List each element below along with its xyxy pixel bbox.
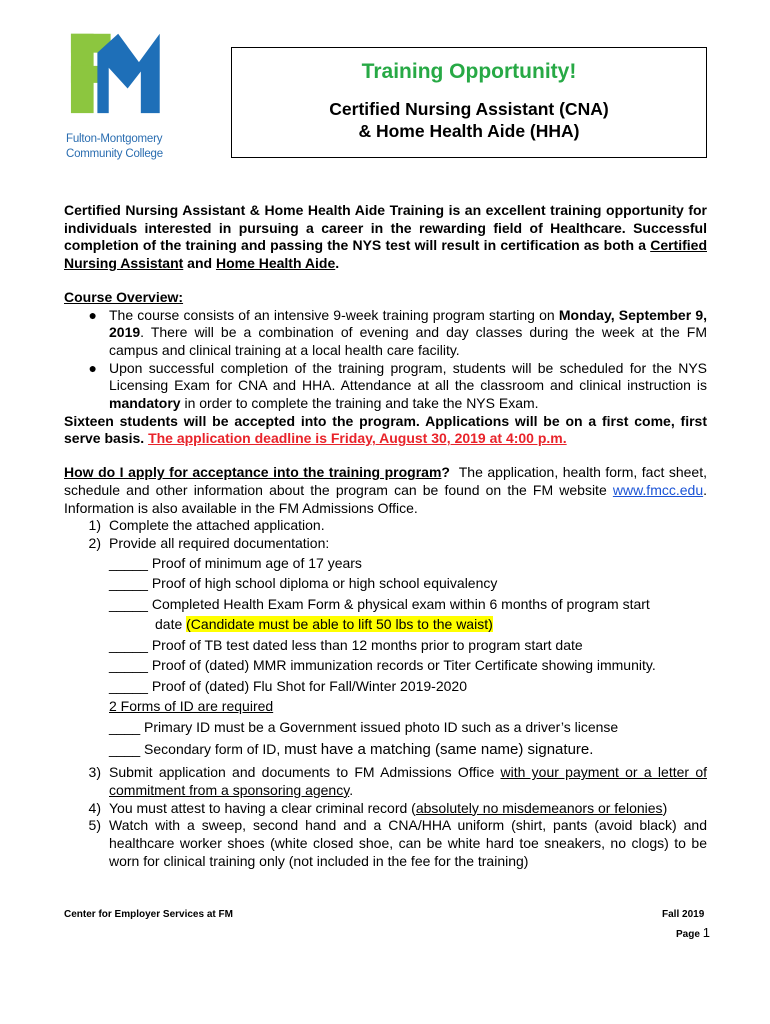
footer-right: Fall 2019 (662, 909, 705, 920)
logo-caption-line1: Fulton-Montgomery (66, 133, 163, 145)
step-text: Submit application and documents to FM Admissions Office (109, 764, 501, 781)
doc-text: Proof of TB test dated less than 12 months prior to program start date (147, 636, 583, 653)
bullet1-text-b: . There will be a combination of evening and day classes during the week at the FM campus and clinical training at a local health care facility. (109, 324, 707, 358)
doc-text: date (155, 616, 187, 633)
bullet1-start-date: Monday, September 9, 2019 (109, 306, 707, 341)
bullet-marker: ● (88, 306, 97, 323)
payment-requirement: with your payment or a letter of commitment from a sponsoring agency (109, 764, 707, 798)
doc-text: Proof of (dated) Flu Shot for Fall/Winter 2019-2020 (147, 677, 467, 694)
bullet2-text-a: Upon successful completion of the training program, students will be scheduled for the NYS Licensing Exam for CNA and HHA. Attendance at all the classroom and clinical instruction is (109, 359, 707, 394)
step-number: 4) (88, 799, 101, 816)
step-number: 1) (88, 517, 101, 534)
intro-cert-cna: Certified Nursing Assistant (64, 237, 707, 272)
checklist-blank: ____ (109, 741, 141, 758)
doc-text: Completed Health Exam Form & physical exam within 6 months of program start (147, 595, 650, 612)
step-3 (64, 764, 707, 799)
application-deadline: The application deadline is Friday, August 30, 2019 at 4:00 p.m. (148, 430, 567, 447)
apply-paragraph (64, 464, 711, 517)
step-2 (64, 535, 707, 553)
doc-text: Secondary form of ID, (140, 741, 285, 758)
subtitle-line1: Certified Nursing Assistant (CNA) (329, 99, 609, 119)
step-5 (64, 817, 707, 870)
step-number: 5) (88, 817, 101, 834)
intro-paragraph (64, 202, 707, 273)
step-text: Watch with a sweep, second hand and a CNA/HHA uniform (shirt, pants (avoid black) and healthcare worker shoes (white closed shoe, can be white hard toe sneakers, no clogs) to be worn for clinical training only (not included in the fee for the training) (109, 817, 707, 869)
subtitle-line2: & Home Health Aide (HHA) (358, 121, 580, 141)
step-text: Provide all required documentation: (109, 534, 330, 551)
page-title: Training Opportunity! (361, 60, 577, 83)
step-4 (64, 800, 707, 818)
bullet2-mandatory: mandatory (109, 395, 181, 412)
doc-item-flu-shot (109, 676, 707, 697)
checklist-blank: _____ (109, 554, 148, 571)
checklist-blank: _____ (109, 677, 148, 694)
website-link[interactable]: www.fmcc.edu (612, 481, 704, 498)
page-subtitle (232, 98, 706, 142)
bullet2-text-b: in order to complete the training and take the NYS Exam. (180, 395, 539, 412)
intro-end: . (335, 255, 340, 272)
bullet-marker: ● (88, 359, 97, 376)
intro-cert-hha: Home Health Aide (215, 255, 336, 272)
checklist-blank: _____ (109, 575, 148, 592)
doc-item-health-exam (109, 594, 707, 615)
id-item-secondary (109, 737, 707, 762)
footer-left: Center for Employer Services at FM (64, 909, 233, 920)
documentation-checklist (64, 553, 707, 763)
bullet1-text-a: The course consists of an intensive 9-week training program starting on (109, 306, 559, 323)
intro-text: Certified Nursing Assistant & Home Health Aide Training is an excellent training opportunity for individuals interested in pursuing a career in the rewarding field of Healthcare. Successful completion of the training and passing the NYS test will result in certification as both a (64, 202, 707, 254)
seats-text: Sixteen students will be accepted into the program. Applications will be on a first come, first serve basis. (64, 412, 707, 447)
title-box (231, 47, 707, 158)
checklist-blank: ____ (109, 718, 141, 735)
overview-bullet-2 (64, 360, 707, 413)
doc-item-tb-test (109, 635, 707, 656)
step-text: You must attest to having a clear criminal record ( (109, 799, 416, 816)
overview-heading: Course Overview: (64, 288, 184, 305)
doc-item-health-exam-cont (109, 614, 707, 635)
logo-caption (66, 132, 186, 162)
apply-text-2: . Information is also available in the FM Admissions Office. (64, 481, 707, 516)
doc-item-mmr (109, 655, 707, 676)
page-number (676, 925, 710, 940)
seats-paragraph (64, 413, 707, 448)
step-text-end: . (349, 781, 354, 798)
checklist-blank: _____ (109, 657, 148, 674)
page-label: Page (676, 929, 703, 940)
step-1 (64, 517, 707, 535)
step-text-end: ) (662, 799, 668, 816)
doc-text-signature: must have a matching (same name) signature. (284, 741, 594, 759)
document-body (64, 202, 711, 870)
fmcc-logo (66, 30, 176, 115)
doc-text: Primary ID must be a Government issued photo ID such as a driver’s license (140, 718, 619, 735)
logo-m (97, 34, 159, 113)
id-heading: 2 Forms of ID are required (109, 698, 274, 715)
step-number: 3) (88, 764, 101, 781)
doc-item-age (109, 553, 707, 574)
step-number: 2) (88, 534, 101, 551)
doc-item-diploma (109, 573, 707, 594)
doc-text: Proof of minimum age of 17 years (147, 554, 362, 571)
apply-question-mark: ? (441, 464, 450, 481)
step-text: Complete the attached application. (109, 517, 325, 534)
lift-requirement-note: (Candidate must be able to lift 50 lbs to the waist) (186, 616, 493, 633)
criminal-record-note: absolutely no misdemeanors or felonies (415, 799, 663, 816)
checklist-blank: _____ (109, 595, 148, 612)
page-num: 1 (702, 925, 710, 940)
logo-caption-line2: Community College (66, 148, 163, 160)
apply-heading: How do I apply for acceptance into the training program (64, 464, 442, 481)
doc-text: Proof of (dated) MMR immunization records or Titer Certificate showing immunity. (147, 657, 656, 674)
id-item-primary (109, 717, 707, 738)
overview-bullet-1 (64, 307, 707, 360)
intro-and: and (183, 255, 216, 272)
apply-text-1: The application, health form, fact sheet, schedule and other information about the program can be found on the FM website (64, 464, 711, 498)
checklist-blank: _____ (109, 636, 148, 653)
doc-text: Proof of high school diploma or high school equivalency (147, 575, 498, 592)
